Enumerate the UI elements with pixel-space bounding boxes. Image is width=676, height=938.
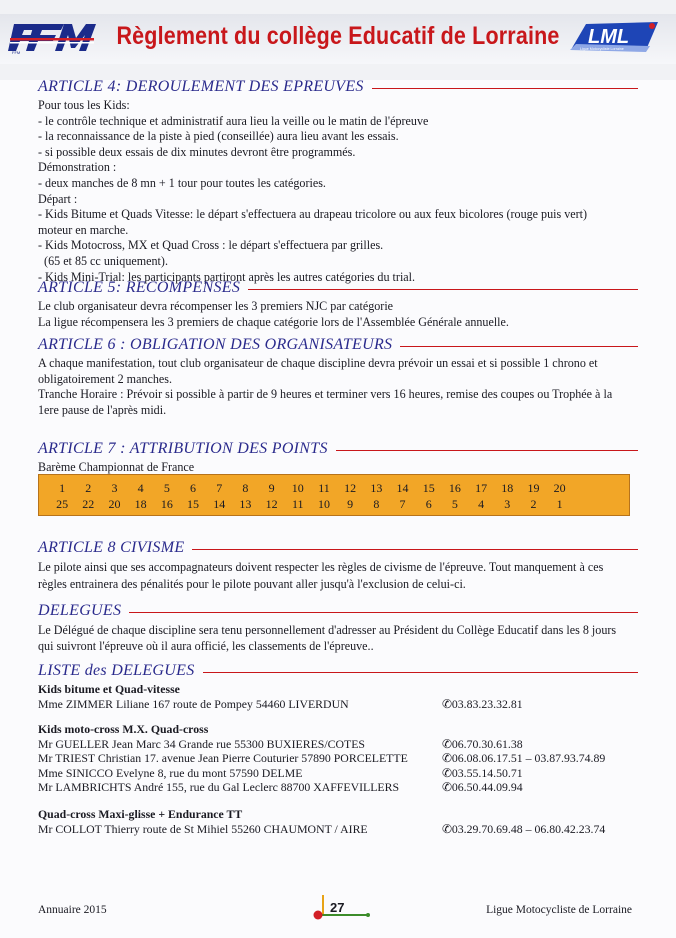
- position-cell: 12: [344, 481, 357, 495]
- position-cell: 19: [527, 481, 540, 495]
- delegues-body: [38, 622, 638, 654]
- points-cell: 11: [292, 497, 304, 511]
- text-line: qui suivront l'épreuve où il aura officié, les classements de l'épreuve..: [38, 639, 374, 653]
- article-4: [38, 77, 638, 285]
- page-header: [0, 0, 676, 80]
- delegate-phone: ✆06.50.44.09.94: [442, 780, 523, 795]
- heading-rule: [248, 289, 638, 290]
- article-4-title: ARTICLE 4: DEROULEMENT DES EPREUVES: [38, 78, 364, 95]
- text-line: Tranche Horaire : Prévoir si possible à partir de 9 heures et terminer vers 16 heures, remise des coupes ou Trophée à la: [38, 387, 613, 402]
- delegate-category: Kids moto-cross M.X. Quad-cross: [38, 722, 209, 736]
- delegues-heading: [38, 601, 638, 621]
- text-line: Pour tous les Kids:: [38, 98, 130, 112]
- position-cell: 17: [475, 481, 488, 495]
- article-8-title: ARTICLE 8 CIVISME: [38, 539, 185, 556]
- points-cell: 5: [451, 497, 458, 511]
- text-line: - Kids Bitume et Quads Vitesse: le départ s'effectuera au drapeau tricolore ou aux feux bicolores (rouge puis vert): [38, 207, 588, 222]
- delegate-phone: ✆03.83.23.32.81: [442, 696, 523, 711]
- delegate-name: Mr GUELLER Jean Marc 34 Grande rue 55300 BUXIERES/COTES: [38, 736, 365, 751]
- text-line: - deux manches de 8 mn + 1 tour pour toutes les catégories.: [38, 175, 326, 190]
- delegate-phone: ✆06.70.30.61.38: [442, 736, 523, 751]
- text-line: 1ere pause de l'après midi.: [38, 402, 167, 417]
- points-cell: 25: [56, 497, 69, 511]
- position-cell: 14: [396, 481, 409, 495]
- article-5-body: [38, 299, 638, 330]
- points-cell: 6: [425, 497, 432, 511]
- points-cell: 16: [160, 497, 173, 511]
- points-cell: 18: [134, 497, 147, 511]
- position-cell: 8: [242, 481, 249, 495]
- delegate-group: [38, 722, 638, 795]
- article-5: [38, 278, 638, 330]
- article-5-heading: [38, 278, 638, 298]
- points-cell: 13: [239, 497, 252, 511]
- article-8-heading: [38, 538, 638, 558]
- text-line: - le contrôle technique et administratif aura lieu la veille ou le matin de l'épreuve: [38, 113, 429, 128]
- liste-heading: [38, 661, 638, 681]
- article-5-title: ARTICLE 5: RECOMPENSES: [38, 279, 241, 296]
- delegate-row: [38, 697, 638, 712]
- page-title: Règlement du collège Educatif de Lorraine: [116, 22, 560, 50]
- text-line: (65 et 85 cc uniquement).: [38, 253, 168, 268]
- position-cell: 5: [163, 481, 170, 495]
- heading-rule: [400, 346, 638, 347]
- points-cell: 20: [108, 497, 121, 511]
- article-6-heading: [38, 335, 638, 355]
- text-line: - Kids Mini-Trial: les participants partiront après les autres catégories du trial.: [38, 269, 416, 284]
- delegate-row: [38, 751, 638, 766]
- footer-ligue: Ligue Motocycliste de Lorraine: [486, 904, 632, 916]
- text-line: moteur en marche.: [38, 222, 129, 237]
- heading-rule: [192, 549, 638, 550]
- points-table: [38, 474, 630, 516]
- position-cell: 4: [137, 481, 144, 495]
- points-cell: 3: [504, 497, 511, 511]
- text-line: règles entrainera des pénalités pour le pilote pouvant aller jusqu'à l'exclusion de celui-ci.: [38, 577, 466, 591]
- heading-rule: [129, 612, 638, 613]
- delegate-group: [38, 807, 638, 836]
- article-4-body: [38, 98, 638, 285]
- points-cell: 15: [187, 497, 200, 511]
- delegate-phone: ✆03.29.70.69.48 – 06.80.42.23.74: [442, 821, 606, 836]
- points-subtitle: Barème Championnat de France: [38, 460, 195, 474]
- text-line: Le Délégué de chaque discipline sera tenu personnellement d'adresser au Président du Collège Educatif dans les 8 jours: [38, 623, 617, 637]
- footer-annuaire: Annuaire 2015: [38, 904, 107, 916]
- text-line: A chaque manifestation, tout club organisateur de chaque discipline devra prévoir un essai et si possible 1 chrono et: [38, 356, 598, 370]
- lml-logo: [566, 16, 664, 58]
- article-4-heading: [38, 77, 638, 97]
- points-cell: 7: [399, 497, 406, 511]
- position-cell: 18: [501, 481, 514, 495]
- points-cell: 14: [213, 497, 226, 511]
- text-line: obligatoirement 2 manches.: [38, 371, 172, 386]
- article-8: [38, 538, 638, 593]
- points-cell: 1: [556, 497, 563, 511]
- article-7: [38, 439, 638, 476]
- article-8-body: [38, 559, 638, 593]
- heading-rule: [203, 672, 638, 673]
- delegues-section: [38, 601, 638, 654]
- position-cell: 3: [111, 481, 118, 495]
- delegate-phone: ✆03.55.14.50.71: [442, 765, 523, 780]
- delegate-row: [38, 780, 638, 795]
- delegate-row: [38, 737, 638, 752]
- liste-delegues-section: [38, 661, 638, 681]
- text-line: - Kids Motocross, MX et Quad Cross : le départ s'effectuera par grilles.: [38, 238, 384, 253]
- position-cell: 20: [553, 481, 566, 495]
- text-line: - la reconnaissance de la piste à pied (conseillée) aura lieu avant les essais.: [38, 129, 399, 144]
- delegate-name: Mr LAMBRICHTS André 155, rue du Gal Leclerc 88700 XAFFEVILLERS: [38, 780, 400, 795]
- page-number: 27: [330, 900, 345, 915]
- article-6-body: [38, 356, 638, 418]
- lml-logo-text: LML: [588, 26, 630, 48]
- points-cell: 9: [347, 497, 354, 511]
- text-line: Démonstration :: [38, 160, 117, 175]
- article-6-title: ARTICLE 6 : OBLIGATION DES ORGANISATEURS: [38, 336, 393, 353]
- delegate-row: [38, 822, 638, 837]
- position-cell: 10: [291, 481, 304, 495]
- points-cell: 10: [317, 497, 330, 511]
- points-cell: 2: [530, 497, 537, 511]
- delegate-phone: ✆06.08.06.17.51 – 03.87.93.74.89: [442, 751, 606, 766]
- position-cell: 9: [268, 481, 275, 495]
- heading-rule: [336, 450, 638, 451]
- position-cell: 1: [59, 481, 66, 495]
- liste-title: LISTE des DELEGUES: [38, 662, 195, 679]
- position-cell: 11: [318, 481, 330, 495]
- article-7-heading: [38, 439, 638, 459]
- text-line: Le club organisateur devra récompenser les 3 premiers NJC par catégorie: [38, 299, 394, 313]
- article-7-title: ARTICLE 7 : ATTRIBUTION DES POINTS: [38, 440, 328, 457]
- positions-row: [49, 481, 624, 496]
- text-line: La ligue récompensera les 3 premiers de chaque catégorie lors de l'Assemblée Générale annuelle.: [38, 314, 509, 329]
- heading-rule: [372, 88, 638, 89]
- delegate-name: Mme ZIMMER Liliane 167 route de Pompey 54460 LIVERDUN: [38, 696, 349, 711]
- delegate-row: [38, 766, 638, 781]
- delegate-group: [38, 682, 638, 711]
- article-6: [38, 335, 638, 418]
- delegate-name: Mme SINICCO Evelyne 8, rue du mont 57590 DELME: [38, 765, 303, 780]
- points-cell: 8: [373, 497, 380, 511]
- text-line: Départ :: [38, 191, 78, 206]
- position-cell: 16: [448, 481, 461, 495]
- position-cell: 13: [370, 481, 383, 495]
- points-cell: 4: [478, 497, 485, 511]
- delegate-category: Kids bitume et Quad-vitesse: [38, 682, 180, 696]
- lml-logo-subtext: Ligue Motocycliste Lorraine: [580, 47, 624, 51]
- delegate-category: Quad-cross Maxi-glisse + Endurance TT: [38, 807, 243, 821]
- ffm-logo-text: FFM: [12, 50, 21, 54]
- delegate-name: Mr TRIEST Christian 17. avenue Jean Pierre Couturier 57890 PORCELETTE: [38, 751, 408, 766]
- delegues-title: DELEGUES: [38, 602, 122, 619]
- text-line: Le pilote ainsi que ses accompagnateurs doivent respecter les règles de civisme de l'épreuve. Tout manquement à ces: [38, 560, 604, 574]
- delegate-name: Mr COLLOT Thierry route de St Mihiel 55260 CHAUMONT / AIRE: [38, 821, 368, 836]
- position-cell: 2: [85, 481, 92, 495]
- text-line: - si possible deux essais de dix minutes devront être programmés.: [38, 144, 356, 159]
- position-cell: 15: [422, 481, 435, 495]
- position-cell: 7: [216, 481, 223, 495]
- position-cell: 6: [190, 481, 197, 495]
- points-cell: 22: [82, 497, 95, 511]
- points-cell: 12: [265, 497, 278, 511]
- points-row: [49, 497, 624, 512]
